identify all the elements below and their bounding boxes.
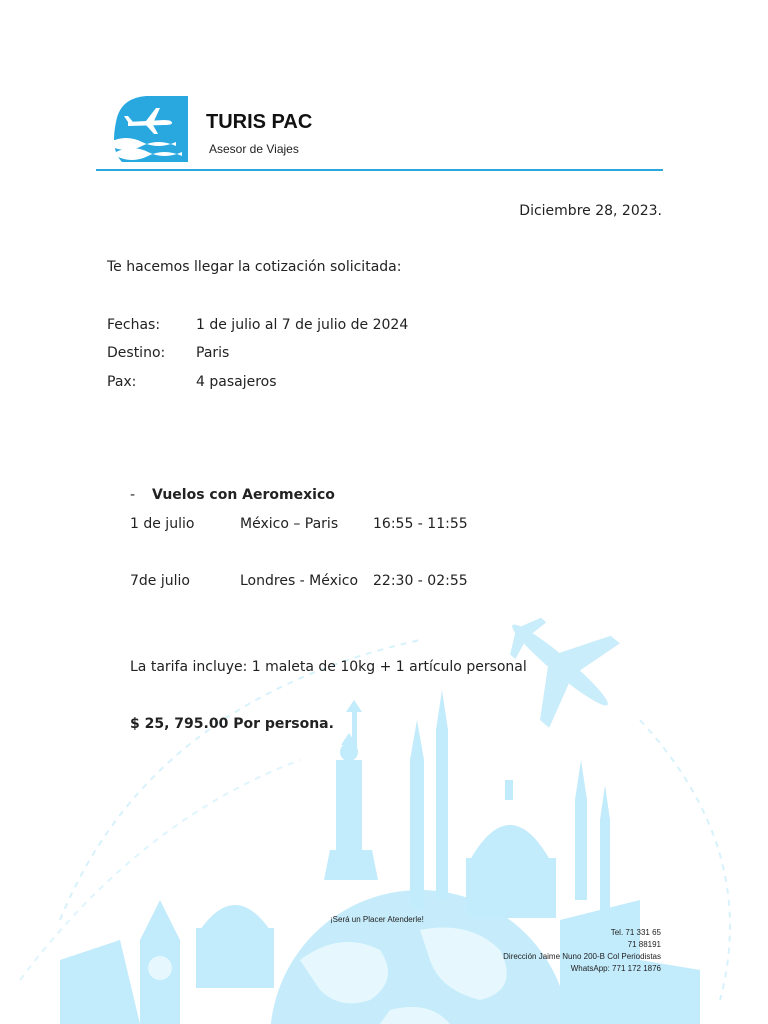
detail-row-pax <box>107 374 277 390</box>
footer-address: Dirección Jaime Nuno 200-B Col Periodistas <box>503 952 661 961</box>
fare-includes: La tarifa incluye: 1 maleta de 10kg + 1 artículo personal <box>130 659 527 675</box>
flight-date: 7de julio <box>130 573 190 589</box>
letter-intro: Te hacemos llegar la cotización solicitada: <box>107 259 402 275</box>
flight-date: 1 de julio <box>130 516 195 532</box>
footer-tel-2: 71 88191 <box>627 940 661 949</box>
price-per-person: $ 25, 795.00 Por persona. <box>130 716 334 732</box>
footer-whatsapp: WhatsApp: 771 172 1876 <box>570 964 661 973</box>
letter-date: Diciembre 28, 2023. <box>519 203 662 219</box>
brand-name: TURIS PAC <box>206 111 313 133</box>
brand-subtitle: Asesor de Viajes <box>209 142 299 156</box>
detail-row-destino <box>107 345 229 361</box>
flights-title: Vuelos con Aeromexico <box>152 487 335 503</box>
footer-contact <box>503 927 661 975</box>
detail-label: Fechas: <box>107 317 161 333</box>
detail-value: Paris <box>196 345 230 361</box>
header-divider <box>96 169 663 171</box>
airplane-logo-icon <box>106 94 192 164</box>
detail-value: 1 de julio al 7 de julio de 2024 <box>196 317 409 333</box>
flight-route: México – Paris <box>240 516 339 532</box>
flight-route: Londres - México <box>240 573 359 589</box>
detail-label: Pax: <box>107 374 137 390</box>
flight-time: 16:55 - 11:55 <box>373 516 468 532</box>
detail-row-fechas <box>107 317 408 333</box>
footer-tel: Tel. 71 331 65 <box>610 928 661 937</box>
detail-label: Destino: <box>107 345 166 361</box>
flight-time: 22:30 - 02:55 <box>373 573 468 589</box>
detail-value: 4 pasajeros <box>196 374 277 390</box>
footer-slogan: ¡Será un Placer Atenderle! <box>330 915 424 924</box>
flights-heading <box>130 487 335 503</box>
bullet-dash: - <box>130 487 136 503</box>
